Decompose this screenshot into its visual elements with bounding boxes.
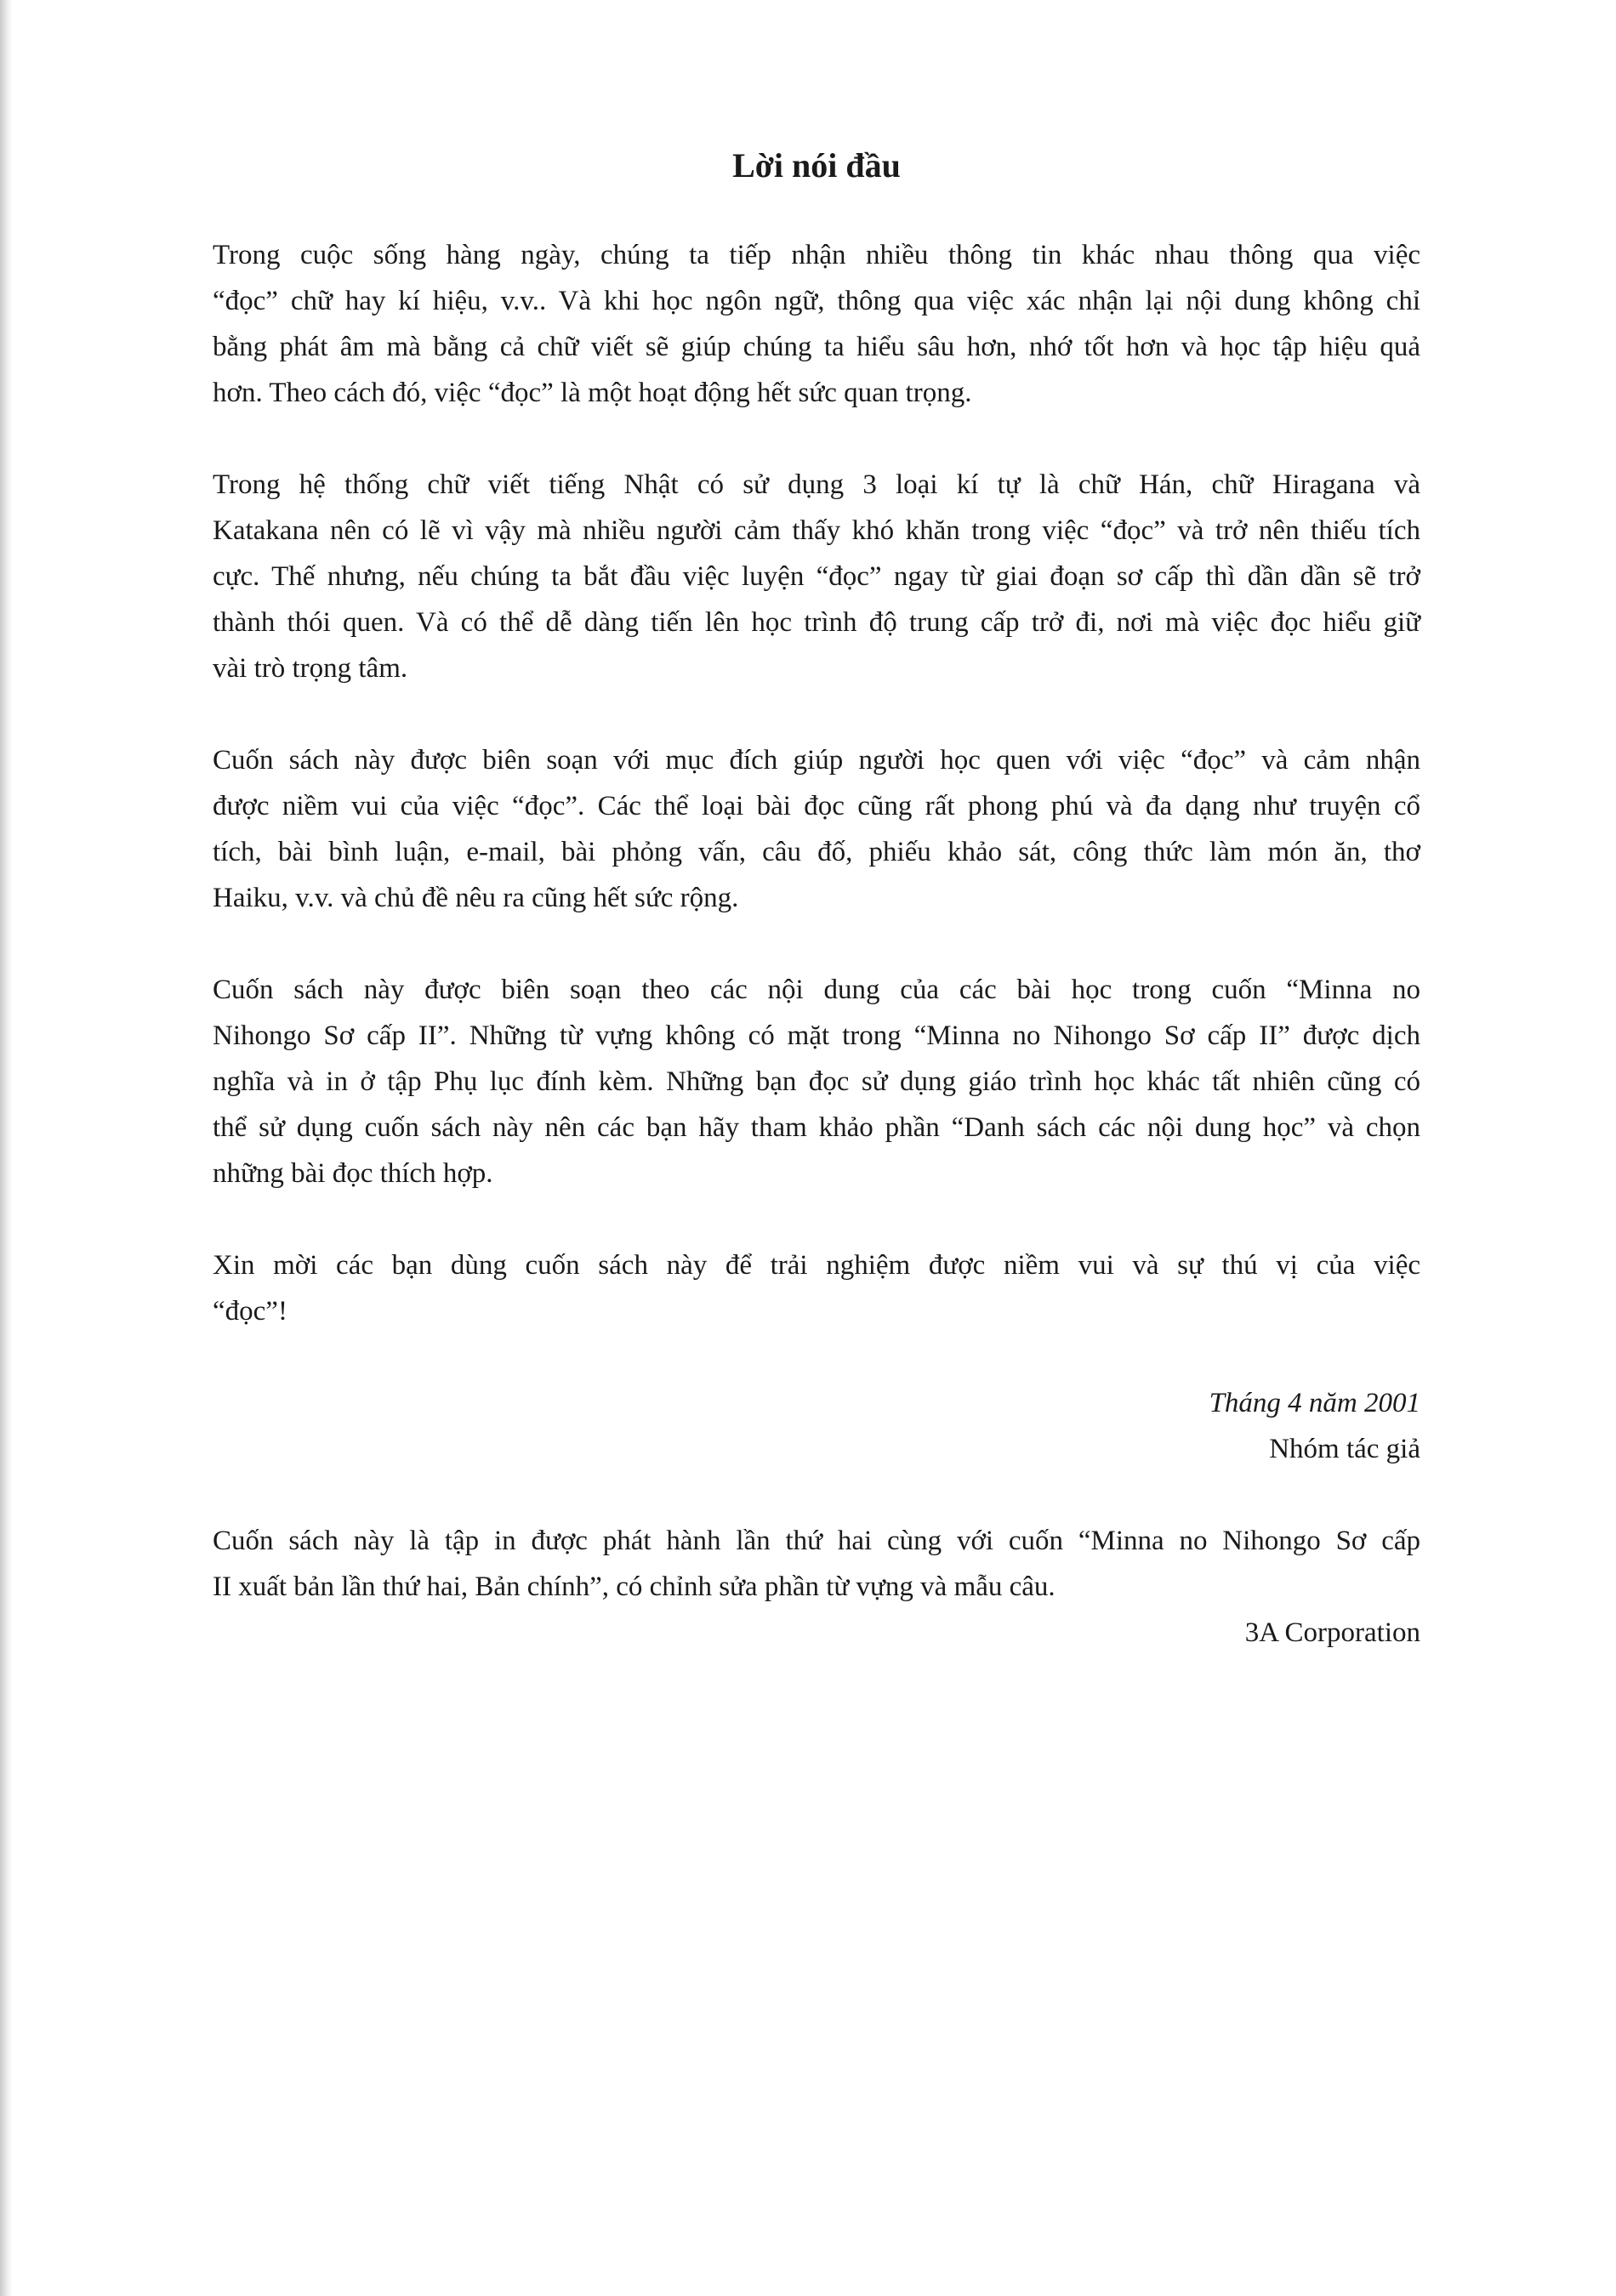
- text-line: tích, bài bình luận, e-mail, bài phỏng vấn, câu đố, phiếu khảo sát, công thức làm món ăn, thơ: [213, 837, 1420, 867]
- text-line: nghĩa và in ở tập Phụ lục đính kèm. Những bạn đọc sử dụng giáo trình học khác tất nhiên cũng có: [213, 1066, 1420, 1097]
- text-line: Trong cuộc sống hàng ngày, chúng ta tiếp nhận nhiều thông tin khác nhau thông qua việc: [213, 240, 1420, 270]
- signature-block: [213, 1380, 1420, 1472]
- text-line: Trong hệ thống chữ viết tiếng Nhật có sử dụng 3 loại kí tự là chữ Hán, chữ Hiragana và: [213, 469, 1420, 500]
- text-line: thành thói quen. Và có thể dễ dàng tiến lên học trình độ trung cấp trở đi, nơi mà việc đọc hiểu giữ: [213, 607, 1420, 638]
- text-line: Cuốn sách này là tập in được phát hành lần thứ hai cùng với cuốn “Minna no Nihongo Sơ cấp: [213, 1526, 1420, 1556]
- text-line: hơn. Theo cách đó, việc “đọc” là một hoạt động hết sức quan trọng.: [213, 378, 972, 408]
- text-line: Katakana nên có lẽ vì vậy mà nhiều người cảm thấy khó khăn trong việc “đọc” và trở nên thiếu tích: [213, 515, 1420, 546]
- text-line: II xuất bản lần thứ hai, Bản chính”, có chỉnh sửa phần từ vựng và mẫu câu.: [213, 1571, 1056, 1602]
- text-line: Cuốn sách này được biên soạn với mục đích giúp người học quen với việc “đọc” và cảm nhận: [213, 745, 1420, 776]
- document-body: [213, 140, 1420, 1656]
- paragraph-1: [213, 232, 1420, 416]
- text-line: “đọc” chữ hay kí hiệu, v.v.. Và khi học ngôn ngữ, thông qua việc xác nhận lại nội dung không chỉ: [213, 286, 1420, 316]
- text-line: Nihongo Sơ cấp II”. Những từ vựng không có mặt trong “Minna no Nihongo Sơ cấp II” được dịch: [213, 1020, 1420, 1051]
- signature-author: Nhóm tác giả: [1269, 1434, 1420, 1464]
- text-line: bằng phát âm mà bằng cả chữ viết sẽ giúp chúng ta hiểu sâu hơn, nhớ tốt hơn và học tập hiệu quả: [213, 332, 1420, 362]
- paragraph-5: [213, 1242, 1420, 1334]
- text-line: Xin mời các bạn dùng cuốn sách này để trải nghiệm được niềm vui và sự thú vị của việc: [213, 1250, 1420, 1281]
- text-line: Cuốn sách này được biên soạn theo các nội dung của các bài học trong cuốn “Minna no: [213, 975, 1420, 1005]
- paragraph-2: [213, 462, 1420, 691]
- text-line: vài trò trọng tâm.: [213, 653, 408, 684]
- text-line: những bài đọc thích hợp.: [213, 1158, 493, 1189]
- text-line: được niềm vui của việc “đọc”. Các thể loại bài đọc cũng rất phong phú và đa dạng như truyện cổ: [213, 791, 1420, 821]
- publisher-name: 3A Corporation: [1244, 1617, 1420, 1648]
- text-line: thể sử dụng cuốn sách này nên các bạn hãy tham khảo phần “Danh sách các nội dung học” và chọn: [213, 1112, 1420, 1143]
- text-line: cực. Thế nhưng, nếu chúng ta bắt đầu việc luyện “đọc” ngay từ giai đoạn sơ cấp thì dần dần sẽ trở: [213, 561, 1420, 592]
- scan-page-edge: [0, 0, 12, 2296]
- text-line: “đọc”!: [213, 1296, 287, 1327]
- signature-date: Tháng 4 năm 2001: [1209, 1388, 1420, 1418]
- text-line: Haiku, v.v. và chủ đề nêu ra cũng hết sức rộng.: [213, 883, 739, 913]
- page-title: Lời nói đầu: [732, 146, 901, 185]
- publication-note: [213, 1518, 1420, 1610]
- paragraph-3: [213, 737, 1420, 921]
- paragraph-4: [213, 967, 1420, 1196]
